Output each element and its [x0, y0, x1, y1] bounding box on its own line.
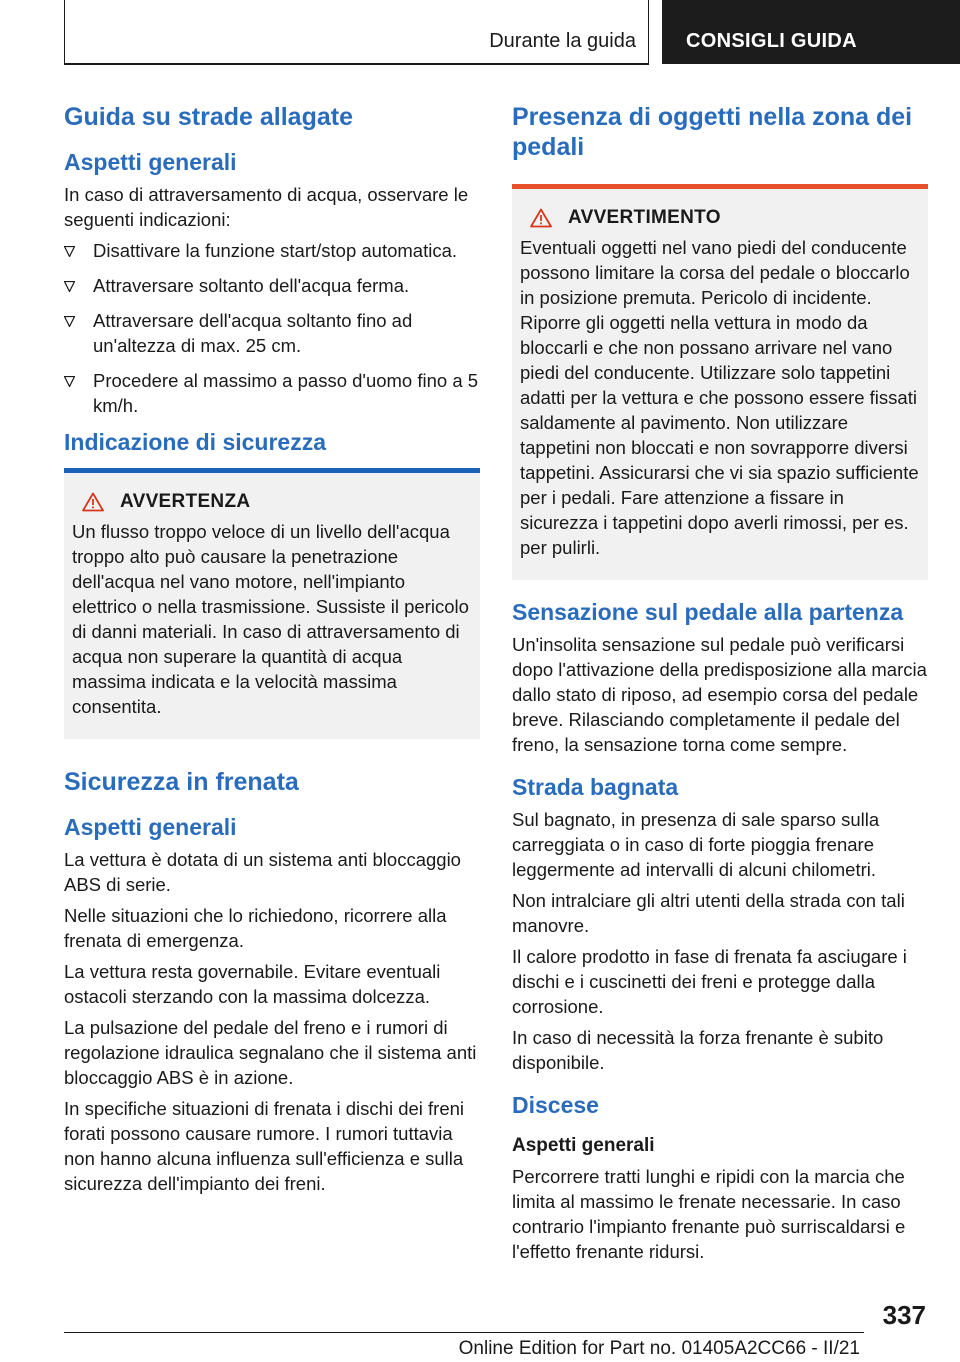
list-item — [64, 273, 480, 298]
heading-safety-note: Indicazione di sicurezza — [64, 429, 327, 455]
wet-road-paragraph: Sul bagnato, in presenza di sale sparso sulla carreggiata o in caso di forte pioggia frenare leggermente ad intervalli di alcuni chilometri. — [512, 809, 880, 880]
heading-braking-safety: Sicurezza in frenata — [64, 768, 299, 796]
list-item-text: Disattivare la funzione start/stop automatica. — [93, 240, 458, 261]
list-item-text: Procedere al massimo a passo d'uomo fino a 5 km/h. — [93, 370, 479, 416]
list-item-text: Attraversare soltanto dell'acqua ferma. — [93, 275, 410, 296]
heading-descents: Discese — [512, 1092, 599, 1118]
warning-text: Un flusso troppo veloce di un livello dell'acqua troppo alto può causare la penetrazione dell'acqua nel vano motore, nell'impianto elettrico o nella trasmissione. Sussiste il pericolo di danni materiali. In caso di attraversamento di acqua non superare la quantità di acqua massima indicata e la velocità massima consentita. — [72, 521, 469, 717]
header-chapter-label: CONSIGLI GUIDA — [686, 30, 857, 52]
warning-header — [72, 491, 472, 513]
warning-text: Eventuali oggetti nel vano piedi del conducente possono limitare la corsa del pedale o bloccarlo in posizione premuta. Pericolo di incidente. Riporre gli oggetti nella vettura in modo da bloccarli e che non possano arrivare nel vano piedi del conducente. Utilizzare solo tappetini adatti per la vettura e che possono essere fissati saldamente al pavimento. Non utilizzare tappetini non bloccati e non sovrapporre diversi tappetini. Assicurarsi che vi sia spazio sufficiente per i pedali. Fare attenzione a fissare in sicurezza i tappetini dopo averli rimossi, per es. per pulirli. — [520, 237, 919, 558]
heading-wet-road: Strada bagnata — [512, 774, 679, 800]
heading-pedal-objects: Presenza di oggetti nella zona dei pedali — [512, 103, 913, 161]
wet-road-paragraph: Il calore prodotto in fase di frenata fa asciugare i dischi e i cuscinetti dei freni e protegge dalla corrosione. — [512, 946, 907, 1017]
warning-box-water — [64, 468, 480, 739]
header-section-title: Durante la guida — [489, 30, 636, 52]
bullet-list — [64, 238, 480, 418]
triangle-bullet-icon — [64, 376, 75, 387]
heading-pedal-feel: Sensazione sul pedale alla partenza — [512, 599, 904, 625]
descents-text: Percorrere tratti lunghi e ripidi con la marcia che limita al massimo le frenate necessarie. In caso contrario l'impianto frenante può surriscaldarsi e l'effetto frenante ridursi. — [512, 1166, 906, 1262]
header-chapter-tab — [662, 0, 960, 64]
list-item — [64, 238, 480, 263]
pedal-feel-text: Un'insolita sensazione sul pedale può verificarsi dopo l'attivazione della predisposizione alla marcia dallo stato di riposo, ad esempio corsa del pedale breve. Rilasciando completamente il pedale del freno, la sensazione torna come sempre. — [512, 634, 927, 755]
footer-rule — [64, 1332, 864, 1333]
braking-paragraph: La vettura è dotata di un sistema anti bloccaggio ABS di serie. — [64, 849, 461, 895]
heading-flooded-roads: Guida su strade allagate — [64, 103, 353, 131]
warning-triangle-icon — [82, 492, 104, 512]
list-item — [64, 368, 480, 418]
list-item-text: Attraversare dell'acqua soltanto fino ad un'altezza di max. 25 cm. — [93, 310, 413, 356]
braking-paragraph: Nelle situazioni che lo richiedono, ricorrere alla frenata di emergenza. — [64, 905, 447, 951]
right-column — [512, 102, 928, 1270]
subheading-general-1: Aspetti generali — [64, 149, 237, 175]
page-number: 337 — [882, 1300, 926, 1330]
braking-paragraph: La pulsazione del pedale del freno e i rumori di regolazione idraulica segnalano che il sistema anti bloccaggio ABS è in azione. — [64, 1017, 477, 1088]
left-column — [64, 102, 480, 1202]
triangle-bullet-icon — [64, 316, 75, 327]
warning-box-pedals — [512, 184, 928, 580]
header-bottom-rule — [64, 63, 649, 65]
subheading-general-2: Aspetti generali — [64, 814, 237, 840]
list-item — [64, 308, 480, 358]
warning-label: AVVERTENZA — [120, 491, 251, 512]
header-left-rule — [64, 0, 65, 64]
warning-header — [520, 207, 920, 229]
braking-paragraph: In specifiche situazioni di frenata i dischi dei freni forati possono causare rumore. I rumori tuttavia non hanno alcuna influenza sull'efficienza e sulla sicurezza dell'impianto dei freni. — [64, 1098, 465, 1194]
triangle-bullet-icon — [64, 281, 75, 292]
footer-edition: Online Edition for Part no. 01405A2CC66 - II/21 — [458, 1338, 860, 1359]
wet-road-paragraph: In caso di necessità la forza frenante è subito disponibile. — [512, 1027, 884, 1073]
warning-triangle-icon — [530, 208, 552, 228]
warning-label: AVVERTIMENTO — [568, 207, 721, 228]
braking-paragraph: La vettura resta governabile. Evitare eventuali ostacoli sterzando con la massima dolcezza. — [64, 961, 441, 1007]
header-mid-rule — [648, 0, 649, 64]
subheading-descents-general: Aspetti generali — [512, 1135, 655, 1156]
wet-road-paragraph: Non intralciare gli altri utenti della strada con tali manovre. — [512, 890, 905, 936]
triangle-bullet-icon — [64, 246, 75, 257]
intro-text: In caso di attraversamento di acqua, osservare le seguenti indicazioni: — [64, 184, 469, 230]
